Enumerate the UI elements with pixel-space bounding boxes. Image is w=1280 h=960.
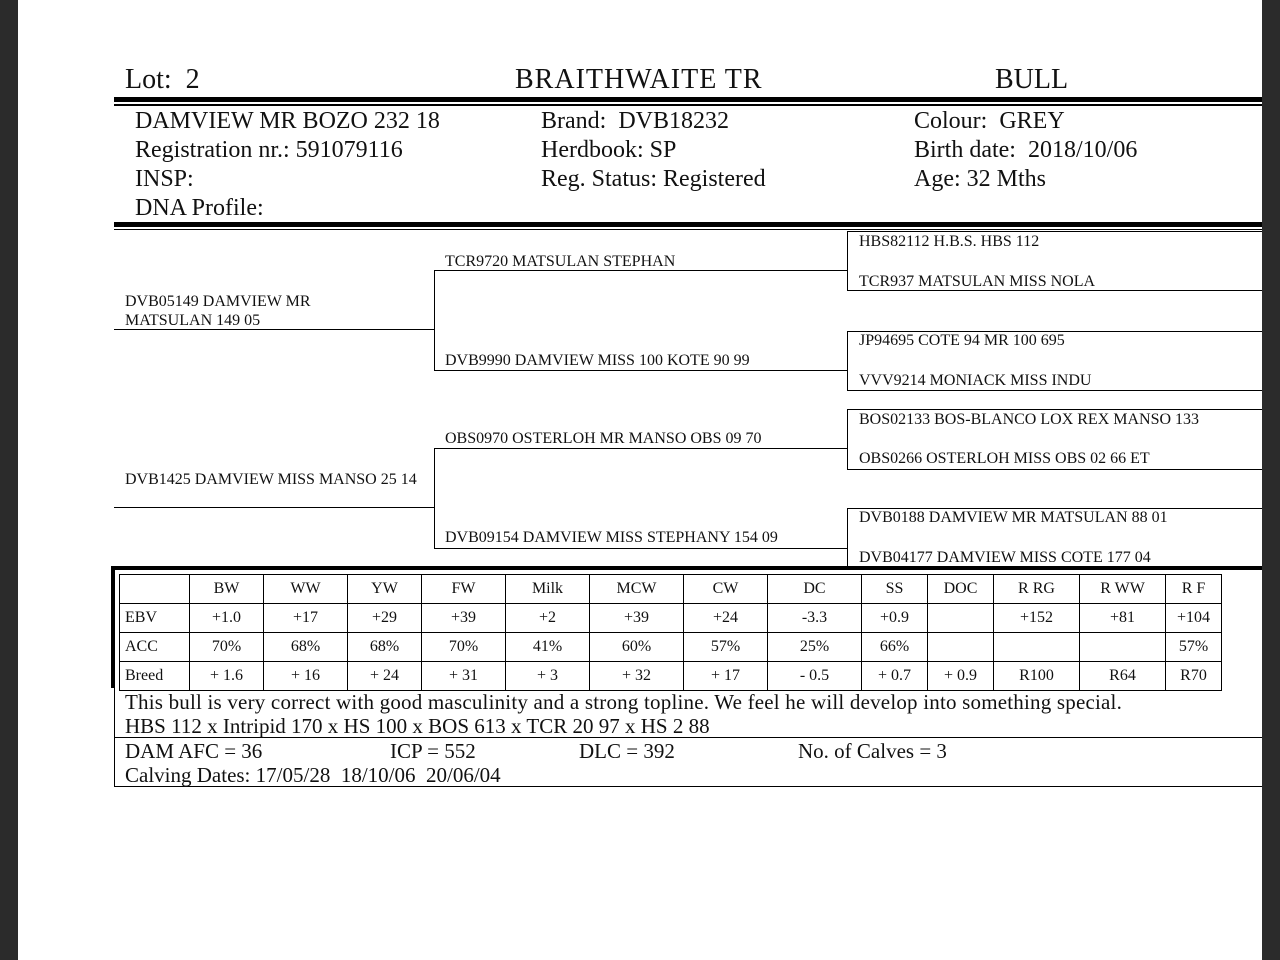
table-cell: +152 bbox=[994, 604, 1080, 633]
col-header: R RG bbox=[994, 575, 1080, 604]
pedigree-line bbox=[434, 370, 848, 371]
table-cell: + 31 bbox=[422, 662, 506, 691]
pedigree-line bbox=[434, 548, 848, 549]
col-header: Milk bbox=[506, 575, 590, 604]
header-rule-thick bbox=[114, 97, 1262, 102]
pedigree-bracket bbox=[847, 231, 848, 291]
calving-dates: Calving Dates: 17/05/28 18/10/06 20/06/04 bbox=[125, 763, 501, 787]
pedigree-dam-sire: OBS0970 OSTERLOH MR MANSO OBS 09 70 bbox=[445, 430, 762, 447]
table-row bbox=[120, 604, 1222, 633]
col-header: WW bbox=[264, 575, 348, 604]
table-cell: +2 bbox=[506, 604, 590, 633]
insp: INSP: bbox=[135, 166, 194, 192]
age: Age: 32 Mths bbox=[914, 166, 1047, 192]
table-cell: - 0.5 bbox=[768, 662, 862, 691]
table-cell: + 0.7 bbox=[862, 662, 928, 691]
col-header: SS bbox=[862, 575, 928, 604]
pedigree-line bbox=[847, 469, 1262, 470]
table-cell: +29 bbox=[348, 604, 422, 633]
animal-info-col1 bbox=[135, 107, 440, 223]
lot-number: 2 bbox=[185, 64, 200, 95]
ebv-rule-top bbox=[111, 566, 1262, 570]
col-header: YW bbox=[348, 575, 422, 604]
col-header: R WW bbox=[1080, 575, 1166, 604]
pedigree-g3-5: BOS02133 BOS-BLANCO LOX REX MANSO 133 bbox=[859, 411, 1200, 428]
seller-name: BRAITHWAITE TR bbox=[515, 64, 763, 95]
col-header: MCW bbox=[590, 575, 684, 604]
table-cell: +104 bbox=[1166, 604, 1222, 633]
table-cell: 57% bbox=[684, 633, 768, 662]
info-rule-thick bbox=[114, 222, 1262, 227]
row-label: EBV bbox=[120, 604, 190, 633]
registration: Registration nr.: 591079116 bbox=[135, 137, 403, 163]
table-cell: + 16 bbox=[264, 662, 348, 691]
brand: Brand: DVB18232 bbox=[541, 108, 729, 134]
table-cell: 57% bbox=[1166, 633, 1222, 662]
sex-label: BULL bbox=[995, 64, 1069, 95]
table-cell: +0.9 bbox=[862, 604, 928, 633]
table-cell: +39 bbox=[590, 604, 684, 633]
pedigree-sire-sire: TCR9720 MATSULAN STEPHAN bbox=[445, 253, 676, 270]
header-rule-thin bbox=[114, 104, 1262, 106]
pedigree-sire: DVB05149 DAMVIEW MR MATSULAN 149 05 bbox=[125, 293, 311, 329]
lot-label: Lot: 2 bbox=[125, 64, 200, 95]
pedigree-bracket bbox=[434, 270, 435, 371]
pedigree-sire-dam: DVB9990 DAMVIEW MISS 100 KOTE 90 99 bbox=[445, 352, 750, 369]
col-header: CW bbox=[684, 575, 768, 604]
ebv-table bbox=[119, 574, 1222, 691]
table-cell: +1.0 bbox=[190, 604, 264, 633]
table-cell bbox=[928, 633, 994, 662]
col-header: FW bbox=[422, 575, 506, 604]
pedigree-g3-4: VVV9214 MONIACK MISS INDU bbox=[859, 372, 1092, 389]
table-cell: R100 bbox=[994, 662, 1080, 691]
table-cell: 68% bbox=[348, 633, 422, 662]
comment-line-2: HBS 112 x Intripid 170 x HS 100 x BOS 613 x TCR 20 97 x HS 2 88 bbox=[125, 714, 710, 738]
pedigree-bracket bbox=[847, 508, 848, 568]
table-cell: 66% bbox=[862, 633, 928, 662]
table-cell: 41% bbox=[506, 633, 590, 662]
table-cell: 68% bbox=[264, 633, 348, 662]
dna-profile: DNA Profile: bbox=[135, 195, 264, 221]
dam-afc: DAM AFC = 36 bbox=[125, 739, 263, 763]
col-header: DC bbox=[768, 575, 862, 604]
table-cell bbox=[928, 604, 994, 633]
table-cell: 70% bbox=[422, 633, 506, 662]
table-cell bbox=[1080, 633, 1166, 662]
pedigree-bracket bbox=[847, 331, 848, 391]
pedigree-dam: DVB1425 DAMVIEW MISS MANSO 25 14 bbox=[125, 471, 417, 488]
pedigree-bracket bbox=[847, 409, 848, 469]
table-cell bbox=[994, 633, 1080, 662]
table-cell: + 24 bbox=[348, 662, 422, 691]
table-row bbox=[120, 662, 1222, 691]
table-cell: R64 bbox=[1080, 662, 1166, 691]
pedigree-g3-2: TCR937 MATSULAN MISS NOLA bbox=[859, 273, 1096, 290]
table-cell: +24 bbox=[684, 604, 768, 633]
herdbook: Herdbook: SP bbox=[541, 137, 677, 163]
ebv-corner bbox=[120, 575, 190, 604]
table-cell: R70 bbox=[1166, 662, 1222, 691]
icp: ICP = 552 bbox=[390, 739, 476, 763]
pedigree-g3-3: JP94695 COTE 94 MR 100 695 bbox=[859, 332, 1065, 349]
reg-status: Reg. Status: Registered bbox=[541, 166, 766, 192]
animal-info-col2 bbox=[541, 107, 766, 194]
birth-date: Birth date: 2018/10/06 bbox=[914, 137, 1138, 163]
table-cell: +81 bbox=[1080, 604, 1166, 633]
table-cell: + 0.9 bbox=[928, 662, 994, 691]
table-cell: + 17 bbox=[684, 662, 768, 691]
pedigree-line bbox=[114, 507, 435, 508]
pedigree-dam-dam: DVB09154 DAMVIEW MISS STEPHANY 154 09 bbox=[445, 529, 778, 546]
comment-line-1: This bull is very correct with good masculinity and a strong topline. We feel he will develop into something special. bbox=[125, 690, 1123, 714]
table-cell: 70% bbox=[190, 633, 264, 662]
col-header: DOC bbox=[928, 575, 994, 604]
animal-name: DAMVIEW MR BOZO 232 18 bbox=[135, 108, 440, 134]
pedigree-line bbox=[847, 390, 1262, 391]
info-rule-thin bbox=[114, 229, 1262, 230]
table-cell: 60% bbox=[590, 633, 684, 662]
number-of-calves: No. of Calves = 3 bbox=[798, 739, 947, 763]
pedigree-g3-7: DVB0188 DAMVIEW MR MATSULAN 88 01 bbox=[859, 509, 1168, 526]
pedigree-g3-8: DVB04177 DAMVIEW MISS COTE 177 04 bbox=[859, 549, 1151, 566]
pedigree-g3-1: HBS82112 H.B.S. HBS 112 bbox=[859, 233, 1040, 250]
animal-info-col3 bbox=[914, 107, 1137, 194]
colour: Colour: GREY bbox=[914, 108, 1065, 134]
table-cell: -3.3 bbox=[768, 604, 862, 633]
col-header: BW bbox=[190, 575, 264, 604]
table-row bbox=[120, 633, 1222, 662]
dlc: DLC = 392 bbox=[579, 739, 675, 763]
table-cell: 25% bbox=[768, 633, 862, 662]
table-cell: + 1.6 bbox=[190, 662, 264, 691]
pedigree-line bbox=[434, 448, 848, 449]
ebv-header-row bbox=[120, 575, 1222, 604]
table-cell: +17 bbox=[264, 604, 348, 633]
col-header: R F bbox=[1166, 575, 1222, 604]
catalogue-page bbox=[18, 0, 1262, 960]
table-cell: + 32 bbox=[590, 662, 684, 691]
pedigree-bracket bbox=[434, 448, 435, 549]
table-cell: + 3 bbox=[506, 662, 590, 691]
ebv-rule-left bbox=[111, 566, 115, 688]
row-label: ACC bbox=[120, 633, 190, 662]
pedigree-g3-6: OBS0266 OSTERLOH MISS OBS 02 66 ET bbox=[859, 450, 1150, 467]
row-label: Breed bbox=[120, 662, 190, 691]
table-cell: +39 bbox=[422, 604, 506, 633]
